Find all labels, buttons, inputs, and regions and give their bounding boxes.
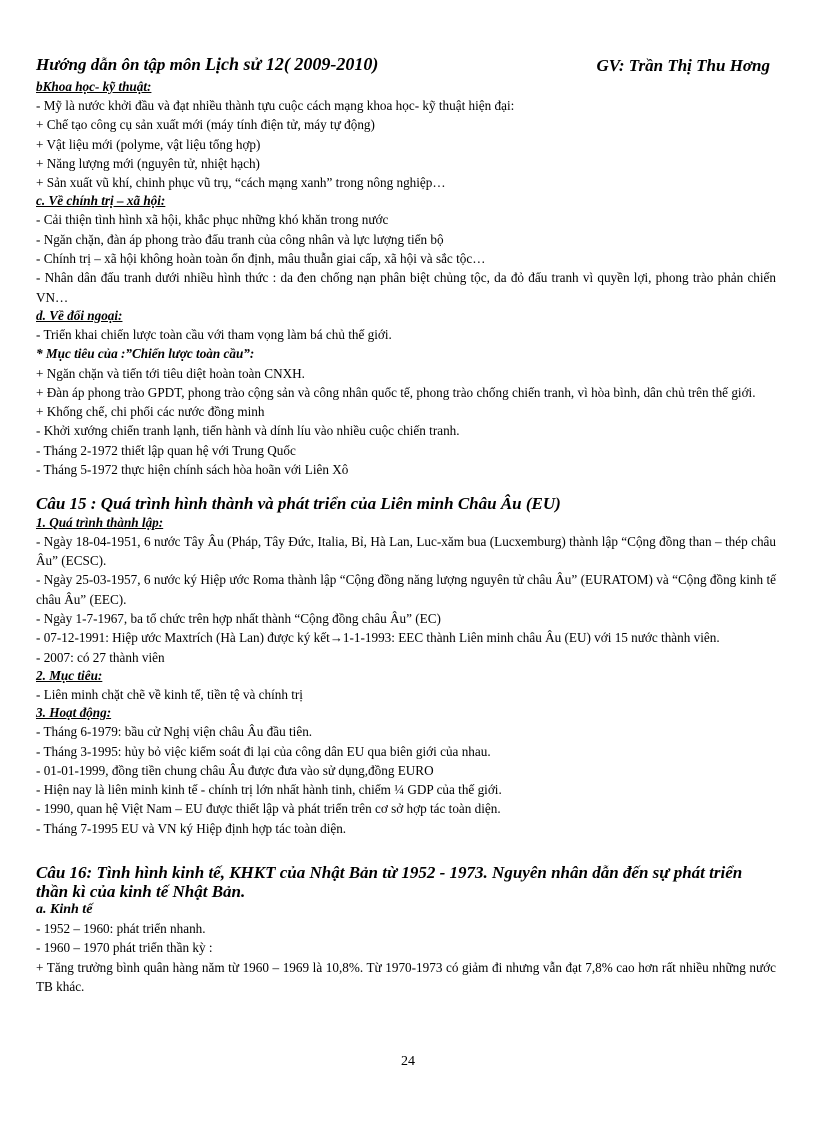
list-item: + Năng lượng mới (nguyên tử, nhiệt hạch) bbox=[36, 155, 260, 171]
list-item: - 1952 – 1960: phát triển nhanh. bbox=[36, 921, 206, 936]
list-item: - 07-12-1991: Hiệp ước Maxtrích (Hà Lan) được ký kết→1-1-1993: EEC thành Liên minh châu Âu (EU) với 15 nước thành viên. bbox=[36, 630, 720, 646]
question-15-title: Câu 15 : Quá trình hình thành và phát triển của Liên minh Châu Âu (EU) bbox=[36, 494, 561, 514]
list-item: - Ngăn chặn, đàn áp phong trào đấu tranh của công nhân và lực lượng tiến bộ bbox=[36, 231, 444, 247]
formation-list bbox=[36, 532, 776, 667]
section-heading-foreign: d. Về đối ngoại: bbox=[36, 307, 123, 323]
section-heading-politics: c. Về chính trị – xã hội: bbox=[36, 193, 166, 209]
page-header bbox=[36, 50, 776, 78]
economy-list bbox=[36, 919, 776, 996]
list-item: - Ngày 1-7-1967, ba tổ chức trên hợp nhất thành “Cộng đồng châu Âu” (EC) bbox=[36, 611, 441, 627]
list-item: - Tháng 5-1972 thực hiện chính sách hòa hoãn với Liên Xô bbox=[36, 462, 349, 478]
header-subject: Lịch sử 12 bbox=[205, 54, 284, 74]
list-item: + Chế tạo công cụ sản xuất mới (máy tính điện tử, máy tự động) bbox=[36, 117, 375, 133]
list-item: - Tháng 7-1995 EU và VN ký Hiệp định hợp tác toàn diện. bbox=[36, 820, 347, 836]
foreign-list bbox=[36, 364, 776, 480]
list-item: - Liên minh chặt chẽ về kinh tế, tiền tệ và chính trị bbox=[36, 686, 303, 702]
section-heading-goals: 2. Mục tiêu: bbox=[36, 667, 103, 683]
section-heading-science: bKhoa học- kỹ thuật: bbox=[36, 79, 152, 94]
header-teacher: GV: Trần Thị Thu Hơng bbox=[596, 56, 770, 75]
list-item: + Tăng trưởng bình quân hàng năm từ 1960 – 1969 là 10,8%. Từ 1970-1973 có giảm đi nhưng vẫn đạt 7,8% cao hơn rất nhiều những nước TB khác. bbox=[36, 959, 776, 994]
list-item: - 01-01-1999, đồng tiền chung châu Âu được đưa vào sử dụng,đồng EURO bbox=[36, 762, 434, 778]
header-title: Hướng dẫn ôn tập môn bbox=[36, 55, 201, 74]
list-item: + Sản xuất vũ khí, chinh phục vũ trụ, “cách mạng xanh” trong nông nghiệp… bbox=[36, 175, 446, 191]
document-page bbox=[36, 50, 776, 996]
list-item: - Triển khai chiến lược toàn cầu với tham vọng làm bá chủ thế giới. bbox=[36, 326, 392, 342]
list-item: - Cải thiện tình hình xã hội, khắc phục những khó khăn trong nước bbox=[36, 212, 389, 228]
list-item: + Ngăn chặn và tiến tới tiêu diệt hoàn toàn CNXH. bbox=[36, 365, 305, 381]
list-item: - 2007: có 27 thành viên bbox=[36, 649, 165, 665]
page-number: 24 bbox=[401, 1054, 415, 1069]
section-heading-formation: 1. Quá trình thành lập: bbox=[36, 514, 164, 530]
list-item: - Nhân dân đấu tranh dưới nhiều hình thức : da đen chống nạn phân biệt chủng tộc, da đỏ đấu tranh vì quyền lợi, phong trào phản chiến VN… bbox=[36, 270, 776, 305]
list-item: - Ngày 18-04-1951, 6 nước Tây Âu (Pháp, Tây Đức, Italia, Bỉ, Hà Lan, Luc-xăm bua (Lucxemburg) thành lập “Cộng đồng than – thép châu Âu” (ECSC). bbox=[36, 533, 776, 569]
subheading-global-strategy: * Mục tiêu của :”Chiến lược toàn cầu”: bbox=[36, 346, 255, 362]
list-item: - Hiện nay là liên minh kinh tế - chính trị lớn nhất hành tinh, chiếm ¼ GDP của thế giới. bbox=[36, 782, 502, 798]
list-item: - 1960 – 1970 phát triển thần kỳ : bbox=[36, 940, 213, 956]
list-item: - Ngày 25-03-1957, 6 nước ký Hiệp ước Roma thành lập “Cộng đồng năng lượng nguyên tử châu Âu” (EURATOM) và “Cộng đồng kinh tế châu Âu” (EEC). bbox=[36, 572, 776, 607]
question-16-title: Câu 16: Tình hình kinh tế, KHKT của Nhật Bản từ 1952 - 1973. Nguyên nhân dẫn đến sự phát triển thần kì của kinh tế Nhật Bản. bbox=[36, 863, 743, 901]
section-heading-activities: 3. Hoạt động: bbox=[36, 705, 112, 721]
list-item: + Đàn áp phong trào GPDT, phong trào cộng sản và công nhân quốc tế, phong trào chống chiến tranh, vì hòa bình, dân chủ trên thế giới. bbox=[36, 384, 756, 400]
science-list bbox=[36, 96, 776, 192]
list-item: - Tháng 2-1972 thiết lập quan hệ với Trung Quốc bbox=[36, 442, 296, 458]
list-item: + Vật liệu mới (polyme, vật liệu tổng hợp) bbox=[36, 136, 261, 152]
list-item: - Chính trị – xã hội không hoàn toàn ổn định, mâu thuẫn giai cấp, xã hội và sắc tộc… bbox=[36, 251, 486, 267]
list-item: - Khởi xướng chiến tranh lạnh, tiến hành và dính líu vào nhiều cuộc chiến tranh. bbox=[36, 423, 460, 439]
politics-list bbox=[36, 210, 776, 306]
list-item: - Tháng 6-1979: bầu cử Nghị viện châu Âu đầu tiên. bbox=[36, 724, 313, 740]
list-item: - Tháng 3-1995: hủy bỏ việc kiểm soát đi lại của công dân EU qua biên giới của nhau. bbox=[36, 743, 491, 759]
activities-list bbox=[36, 722, 776, 838]
list-item: - Mỹ là nước khởi đầu và đạt nhiều thành tựu cuộc cách mạng khoa học- kỹ thuật hiện đại: bbox=[36, 98, 515, 113]
list-item: + Khống chế, chi phối các nước đồng minh bbox=[36, 404, 265, 420]
header-year: ( 2009-2010) bbox=[283, 54, 379, 74]
section-heading-economy: a. Kinh tế bbox=[36, 902, 93, 917]
list-item: - 1990, quan hệ Việt Nam – EU được thiết lập và phát triển trên cơ sở hợp tác toàn diện. bbox=[36, 801, 501, 817]
